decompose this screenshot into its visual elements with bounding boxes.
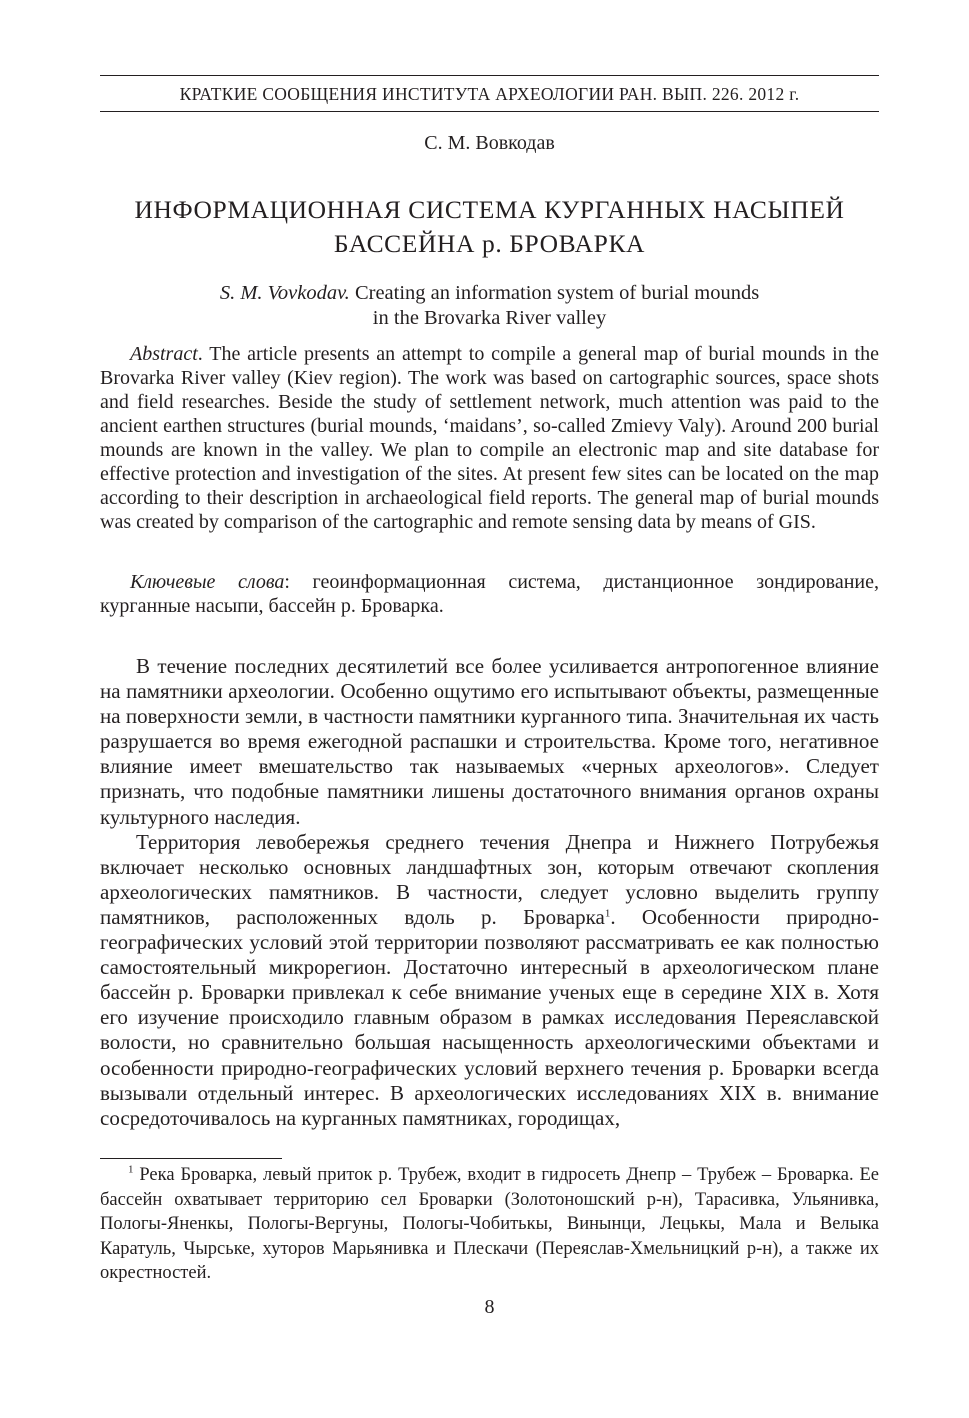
paragraph-2 (100, 830, 879, 1131)
article-title (100, 193, 879, 261)
footnote-text: Река Броварка, левый приток р. Трубеж, входит в гидросеть Днепр – Трубеж – Броварка. Ее бассейн охватывает территорию сел Броварки (Золотоношский р-н), Тарасивка, Ульянивка, Пологы-Яненкы, Пологы-Вергуны, Пологы-Чобитькы, Винынци, Лецькы, Мала и Велыка Каратуль, Чырське, хуторов Марьянивка и Плескачи (Переяслав-Хмельницкий р-н), а также их окрестностей. (100, 1165, 879, 1284)
english-author: S. M. Vovkodav. (219, 282, 350, 304)
paragraph-2-part-b: . Особенности природно-географических условий этой территории позволяют рассматривать ее как полностью самостоятельный микрорегион. Достаточно интересный в археологическом плане бассейн р. Броварки привлекал к себе внимание ученых еще в середине XIX в. Хотя его изучение происходило главным образом в рамках исследования Переяславской волости, но сравнительно большая насыщенность археологическими объектами и особенности природно-географических условий верхнего течения р. Броварки всегда вызывали отдельный интерес. В археологических исследованиях XIX в. внимание сосредоточивалось на курганных памятниках, городищах, (100, 904, 879, 1130)
keywords-text: : геоинформационная система, дистанционное зондирование, курганные насыпи, бассейн р. Броварка. (100, 571, 880, 617)
english-title (100, 281, 879, 331)
paragraph-2-part-a: Территория левобережья среднего течения Днепра и Нижнего Потрубежья включает несколько основных ландшафтных зон, которым отвечают скопления археологических памятников. В частности, следует условно выделить группу памятников, расположенных вдоль р. Броварка (100, 829, 879, 929)
footnote-reference[interactable]: 1 (604, 907, 611, 920)
article-author: С. М. Вовкодав (424, 132, 555, 154)
body-text (100, 654, 879, 1131)
header-top-rule (100, 75, 879, 76)
abstract (100, 342, 879, 534)
footnote-marker: 1 (128, 1163, 134, 1176)
abstract-label: Abstract (130, 343, 198, 365)
footnote (100, 1163, 879, 1286)
page-number: 8 (484, 1296, 495, 1318)
footnote-separator (100, 1158, 282, 1159)
keywords-label: Ключевые слова (130, 571, 285, 593)
header-bottom-rule (100, 111, 879, 112)
running-head: КРАТКИЕ СООБЩЕНИЯ ИНСТИТУТА АРХЕОЛОГИИ РАН. ВЫП. 226. 2012 г. (179, 84, 800, 104)
paragraph-1: В течение последних десятилетий все более усиливается антропогенное влияние на памятники археологии. Особенно ощутимо его испытывают объекты, размещенные на поверхности земли, в частности памятники курганного типа. Значительная их часть разрушается во время ежегодной распашки и строительства. Кроме того, негативное влияние имеет вмешательство так называемых «черных археологов». Следует признать, что подобные памятники лишены достаточного внимания органов охраны культурного наследия. (100, 654, 879, 829)
article-title-line-2: БАССЕЙНА р. БРОВАРКА (333, 229, 646, 258)
abstract-text: . The article presents an attempt to compile a general map of burial mounds in the Brovarka River valley (Kiev region). The work was based on cartographic sources, space shots and field researches. Beside the study of settlement network, much attention was paid to the ancient earthen structures (burial mounds, ‘maidans’, so-called Zmievy Valy). Around 200 burial mounds are known in the valley. We plan to compile an electronic map and site database for effective protection and investigation of the sites. At present few sites can be located on the map according to their description in archaeological field reports. The general map of burial mounds was created by comparison of the cartographic and remote sensing data by means of GIS. (100, 343, 879, 533)
article-title-line-1: ИНФОРМАЦИОННАЯ СИСТЕМА КУРГАННЫХ НАСЫПЕЙ (134, 195, 845, 224)
english-title-text-1: Creating an information system of burial mounds (354, 282, 760, 304)
keywords (100, 570, 879, 618)
english-title-line-2: in the Brovarka River valley (372, 307, 607, 329)
english-title-line-1 (100, 281, 879, 306)
